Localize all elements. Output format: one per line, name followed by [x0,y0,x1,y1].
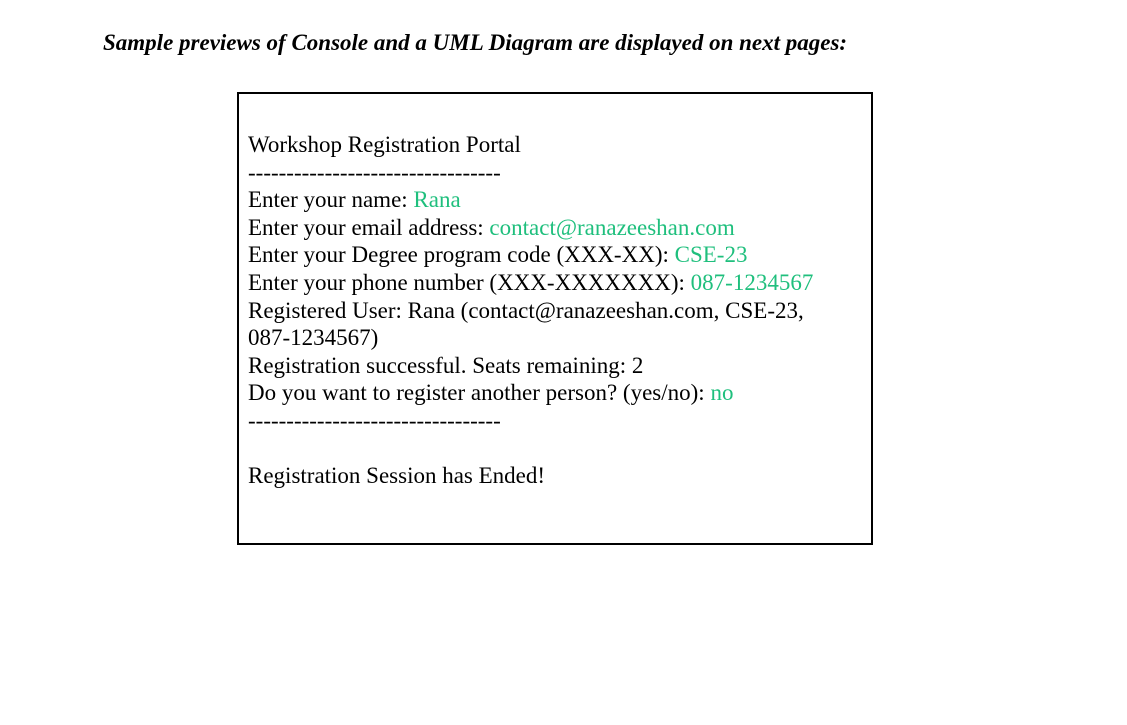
console-output [248,131,813,490]
page-heading: Sample previews of Console and a UML Diagram are displayed on next pages: [103,30,848,55]
separator-top: --------------------------------- [248,159,501,185]
email-input-value: contact@ranazeeshan.com [489,214,735,240]
success-message: Registration successful. Seats remaining: 2 [248,352,644,378]
registered-user-line-2: 087-1234567) [248,325,379,351]
console-title: Workshop Registration Portal [248,132,521,157]
name-prompt: Enter your name: [248,187,414,213]
phone-line [248,269,813,297]
another-input-value: no [710,380,734,406]
separator-bottom: --------------------------------- [248,407,501,433]
another-prompt: Do you want to register another person? (yes/no): [248,380,711,406]
email-line [248,214,813,242]
blank-line [248,435,813,463]
name-line [248,186,813,214]
degree-input-value: CSE-23 [674,242,748,268]
email-prompt: Enter your email address: [248,214,490,240]
degree-line [248,241,813,269]
name-input-value: Rana [413,187,461,213]
phone-prompt: Enter your phone number (XXX-XXXXXXX): [248,269,691,295]
registered-user-line-1: Registered User: Rana (contact@ranazeeshan.com, CSE-23, [248,297,804,323]
phone-input-value: 087-1234567 [690,269,814,295]
session-ended-message: Registration Session has Ended! [248,463,546,489]
another-line [248,379,813,407]
console-preview [237,92,873,545]
degree-prompt: Enter your Degree program code (XXX-XX): [248,242,675,268]
